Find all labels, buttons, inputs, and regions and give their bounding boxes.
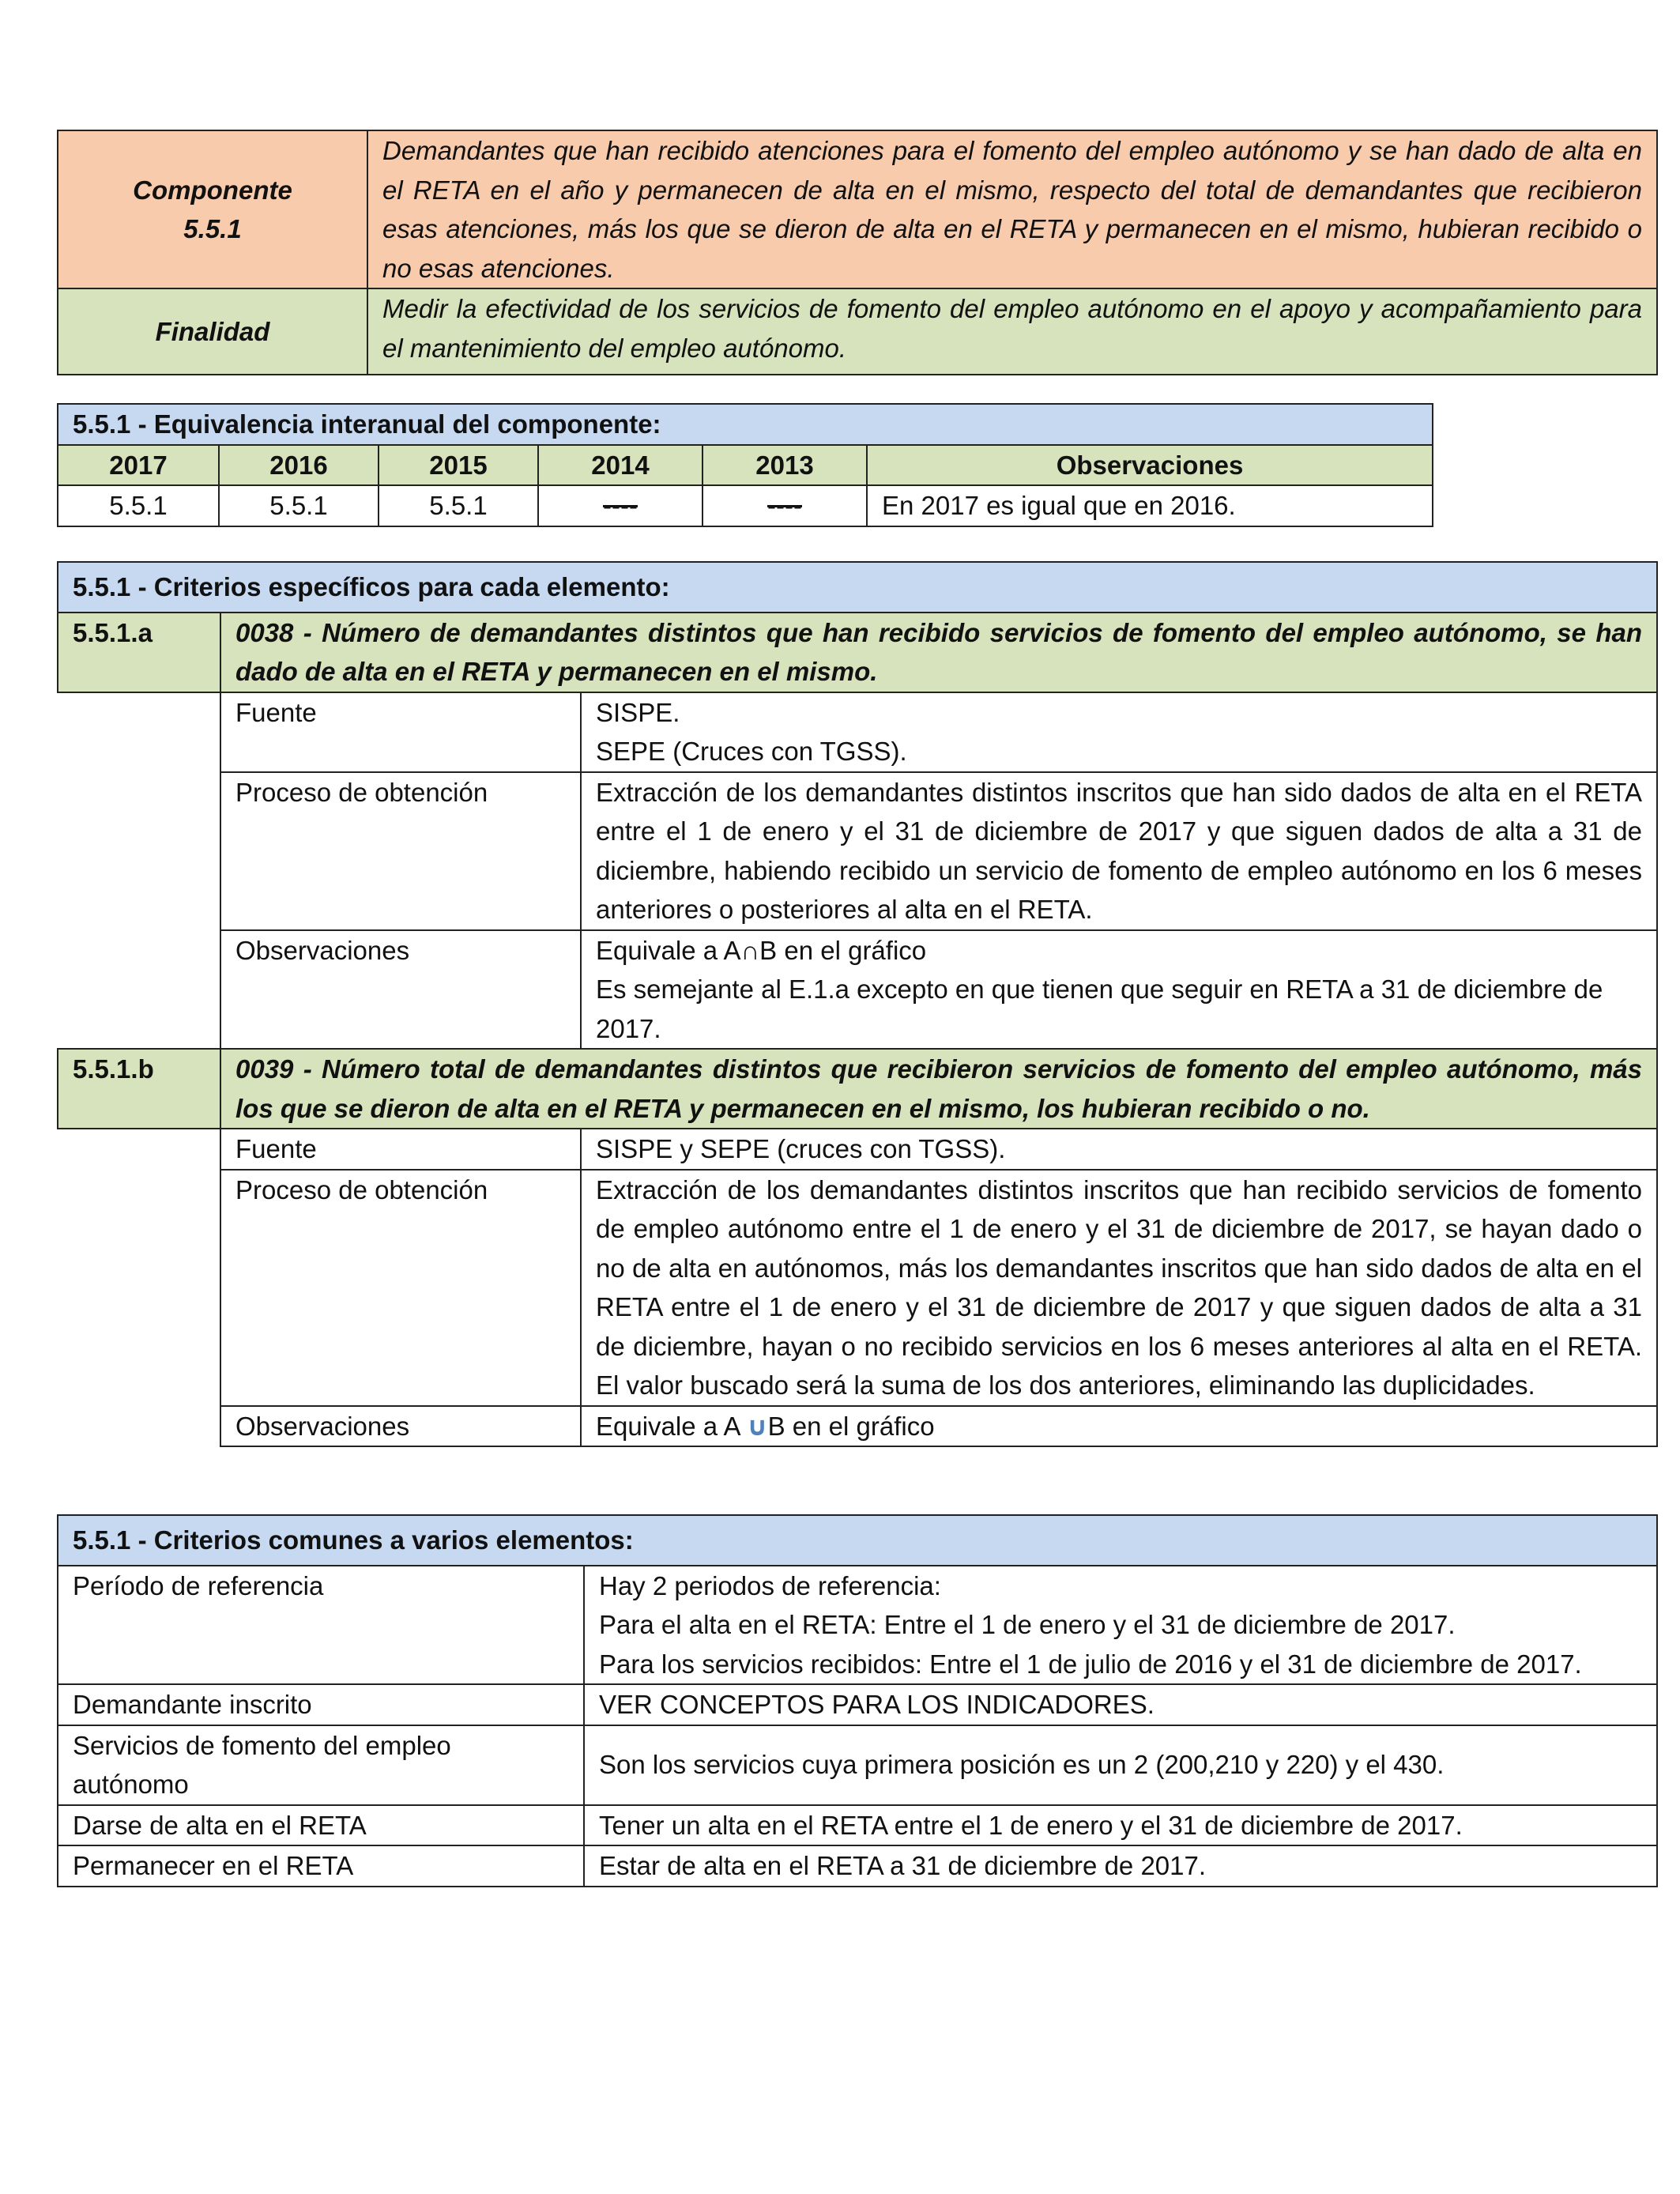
comunes-label: Permanecer en el RETA xyxy=(58,1845,584,1887)
equivalencia-table xyxy=(57,403,1433,527)
observaciones-row xyxy=(58,930,1657,1050)
finalidad-text: Medir la efectividad de los servicios de fomento del empleo autónomo en el apoyo y acompañamiento para el mantenimiento del empleo autónomo. xyxy=(367,288,1657,375)
component-number: 5.5.1 xyxy=(183,214,242,243)
year-header: 2013 xyxy=(703,445,867,486)
comunes-line: Para los servicios recibidos: Entre el 1 de julio de 2016 y el 31 de diciembre de 2017. xyxy=(599,1649,1582,1679)
finalidad-row xyxy=(58,288,1657,375)
fuente-row xyxy=(58,692,1657,772)
component-label-cell xyxy=(58,130,367,288)
comunes-row xyxy=(58,1805,1657,1846)
year-value: 5.5.1 xyxy=(219,485,379,526)
component-label: Componente xyxy=(133,175,292,205)
year-header: 2017 xyxy=(58,445,219,486)
fuente-value: SISPE y SEPE (cruces con TGSS). xyxy=(581,1129,1657,1170)
comunes-line: Hay 2 periodos de referencia: xyxy=(599,1570,941,1600)
fuente-label: Fuente xyxy=(220,692,581,772)
year-value: ---- xyxy=(538,485,703,526)
year-header: 2014 xyxy=(538,445,703,486)
element-name: 0039 - Número total de demandantes distintos que recibieron servicios de fomento del empleo autónomo, más los que se dieron de alta en el RETA y permanecen en el mismo, los hubieran recibido o no. xyxy=(220,1049,1657,1129)
equivalencia-value-row xyxy=(58,485,1433,526)
especificos-title: 5.5.1 - Criterios específicos para cada elemento: xyxy=(58,562,1657,613)
comunes-value: Son los servicios cuya primera posición es un 2 (200,210 y 220) y el 430. xyxy=(584,1725,1657,1805)
year-header: 2015 xyxy=(379,445,538,486)
proceso-value: Extracción de los demandantes distintos inscritos que han sido dados de alta en el RETA entre el 1 de enero y el 31 de diciembre de 2017 y que siguen dados de alta a 31 de diciembre, habiendo recibido un servicio de fomento de empleo autónomo en los 6 meses anteriores o posteriores al alta en el RETA. xyxy=(581,772,1657,930)
observaciones-line: Equivale a A∩B en el gráfico xyxy=(596,935,927,965)
year-value: 5.5.1 xyxy=(58,485,219,526)
equivalencia-title: 5.5.1 - Equivalencia interanual del componente: xyxy=(58,404,1433,445)
year-header: 2016 xyxy=(219,445,379,486)
observaciones-value xyxy=(581,1406,1657,1447)
element-code: 5.5.1.b xyxy=(58,1049,220,1129)
comunes-row xyxy=(58,1725,1657,1805)
observaciones-value: En 2017 es igual que en 2016. xyxy=(867,485,1433,526)
observaciones-header: Observaciones xyxy=(867,445,1433,486)
observaciones-value xyxy=(581,930,1657,1050)
comunes-title: 5.5.1 - Criterios comunes a varios elementos: xyxy=(58,1515,1657,1566)
comunes-row xyxy=(58,1566,1657,1685)
comunes-label: Servicios de fomento del empleo autónomo xyxy=(58,1725,584,1805)
especificos-table xyxy=(57,561,1658,1447)
obs-post: B en el gráfico xyxy=(767,1411,935,1441)
comunes-value: Tener un alta en el RETA entre el 1 de enero y el 31 de diciembre de 2017. xyxy=(584,1805,1657,1846)
comunes-table xyxy=(57,1514,1658,1887)
comunes-value: VER CONCEPTOS PARA LOS INDICADORES. xyxy=(584,1684,1657,1725)
year-value: ---- xyxy=(703,485,867,526)
fuente-row xyxy=(58,1129,1657,1170)
comunes-label: Demandante inscrito xyxy=(58,1684,584,1725)
fuente-line: SEPE (Cruces con TGSS). xyxy=(596,737,907,766)
proceso-label: Proceso de obtención xyxy=(220,772,581,930)
element-code: 5.5.1.a xyxy=(58,613,220,692)
observaciones-line: Es semejante al E.1.a excepto en que tienen que seguir en RETA a 31 de diciembre de 2017. xyxy=(596,974,1603,1043)
element-header-row xyxy=(58,613,1657,692)
proceso-row xyxy=(58,1170,1657,1406)
comunes-row xyxy=(58,1845,1657,1887)
finalidad-label: Finalidad xyxy=(58,288,367,375)
comunes-label: Período de referencia xyxy=(58,1566,584,1685)
comunes-line: Para el alta en el RETA: Entre el 1 de enero y el 31 de diciembre de 2017. xyxy=(599,1610,1456,1639)
proceso-row xyxy=(58,772,1657,930)
component-row xyxy=(58,130,1657,288)
observaciones-row xyxy=(58,1406,1657,1447)
fuente-label: Fuente xyxy=(220,1129,581,1170)
element-header-row xyxy=(58,1049,1657,1129)
comunes-value: Estar de alta en el RETA a 31 de diciembre de 2017. xyxy=(584,1845,1657,1887)
proceso-label: Proceso de obtención xyxy=(220,1170,581,1406)
component-table xyxy=(57,130,1658,375)
observaciones-label: Observaciones xyxy=(220,1406,581,1447)
comunes-value xyxy=(584,1566,1657,1685)
equivalencia-header-row xyxy=(58,445,1433,486)
comunes-row xyxy=(58,1684,1657,1725)
year-value: 5.5.1 xyxy=(379,485,538,526)
element-name: 0038 - Número de demandantes distintos que han recibido servicios de fomento del empleo autónomo, se han dado de alta en el RETA y permanecen en el mismo. xyxy=(220,613,1657,692)
proceso-value: Extracción de los demandantes distintos inscritos que han recibido servicios de fomento de empleo autónomo entre el 1 de enero y el 31 de diciembre de 2017, se hayan dado o no de alta en autónomos, más los demandantes inscritos que han sido dados de alta en el RETA entre el 1 de enero y el 31 de diciembre de 2017 y que siguen dados de alta a 31 de diciembre, hayan o no recibido servicios en los 6 meses anteriores al alta en el RETA. El valor buscado será la suma de los dos anteriores, eliminando las duplicidades. xyxy=(581,1170,1657,1406)
comunes-label: Darse de alta en el RETA xyxy=(58,1805,584,1846)
fuente-value xyxy=(581,692,1657,772)
observaciones-label: Observaciones xyxy=(220,930,581,1050)
fuente-line: SISPE. xyxy=(596,697,680,727)
component-description: Demandantes que han recibido atenciones para el fomento del empleo autónomo y se han dado de alta en el RETA en el año y permanecen de alta en el mismo, respecto del total de demandantes que recibieron esas atenciones, más los que se dieron de alta en el RETA y permanecen en el mismo, hubieran recibido o no esas atenciones. xyxy=(367,130,1657,288)
union-symbol: ∪ xyxy=(746,1411,768,1441)
obs-pre: Equivale a A xyxy=(596,1411,747,1441)
